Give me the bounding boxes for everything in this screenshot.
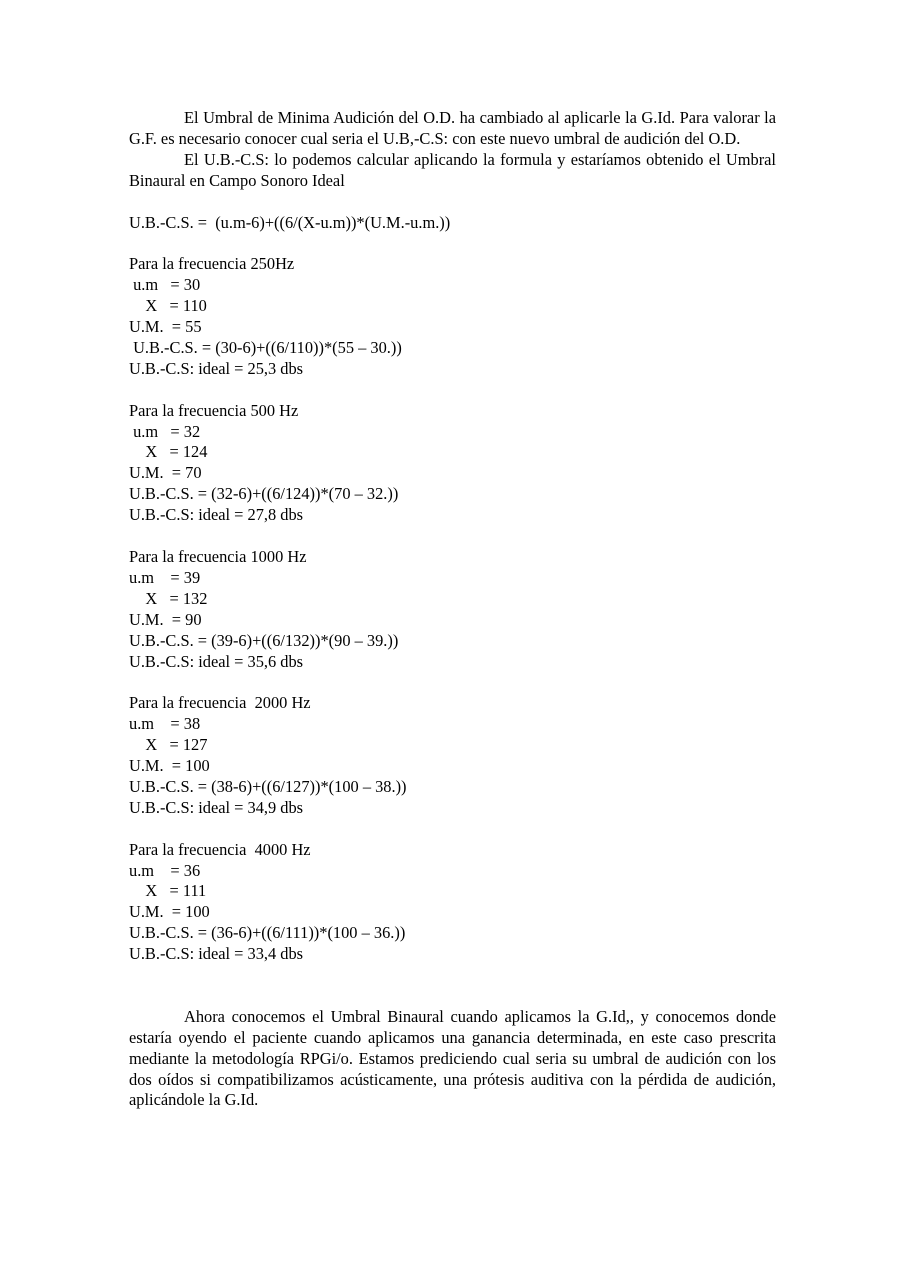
um-value: u.m = 39: [129, 567, 201, 587]
x-value: X = 132: [129, 588, 208, 608]
result-line: U.B.-C.S: ideal = 27,8 dbs: [129, 505, 304, 525]
calculation-line: U.B.-C.S. = (38-6)+((6/127))*(100 – 38.)): [129, 776, 407, 796]
frequency-block-2000: [129, 693, 776, 818]
frequency-title: Para la frecuencia 250Hz: [129, 254, 295, 274]
calculation-line: U.B.-C.S. = (32-6)+((6/124))*(70 – 32.)): [129, 484, 399, 504]
intro-paragraph-2: El U.B.-C.S: lo podemos calcular aplicando la formula y estaríamos obtenido el Umbral Binaural en Campo Sonoro Ideal: [129, 149, 776, 190]
result-line: U.B.-C.S: ideal = 35,6 dbs: [129, 651, 304, 671]
um-value: u.m = 36: [129, 860, 201, 880]
x-value: X = 110: [129, 296, 207, 316]
x-value: X = 127: [129, 735, 208, 755]
UM-value: U.M. = 55: [129, 317, 202, 337]
spacer: [129, 380, 776, 401]
document-page: [129, 108, 776, 1111]
UM-value: U.M. = 70: [129, 463, 202, 483]
spacer: [129, 526, 776, 547]
frequency-block-500: [129, 401, 776, 526]
frequency-title: Para la frecuencia 4000 Hz: [129, 839, 311, 859]
frequency-title: Para la frecuencia 1000 Hz: [129, 546, 307, 566]
um-value: u.m = 38: [129, 714, 201, 734]
frequency-block-4000: [129, 840, 776, 965]
x-value: X = 111: [129, 881, 207, 901]
spacer: [129, 965, 776, 1007]
result-line: U.B.-C.S: ideal = 33,4 dbs: [129, 944, 304, 964]
frequency-block-250: [129, 254, 776, 379]
calculation-line: U.B.-C.S. = (30-6)+((6/110))*(55 – 30.)): [129, 337, 402, 357]
UM-value: U.M. = 100: [129, 902, 210, 922]
result-line: U.B.-C.S: ideal = 34,9 dbs: [129, 797, 304, 817]
x-value: X = 124: [129, 442, 208, 462]
um-value: u.m = 30: [129, 275, 201, 295]
spacer: [129, 672, 776, 693]
spacer: [129, 192, 776, 213]
calculation-line: U.B.-C.S. = (36-6)+((6/111))*(100 – 36.)): [129, 923, 406, 943]
UM-value: U.M. = 90: [129, 609, 202, 629]
UM-value: U.M. = 100: [129, 756, 210, 776]
spacer: [129, 233, 776, 254]
intro-paragraph-1: El Umbral de Minima Audición del O.D. ha cambiado al aplicarle la G.Id. Para valorar la G.F. es necesario conocer cual seria el U.B,-C.S: con este nuevo umbral de audición del O.D.: [129, 108, 776, 148]
result-line: U.B.-C.S: ideal = 25,3 dbs: [129, 358, 304, 378]
calculation-line: U.B.-C.S. = (39-6)+((6/132))*(90 – 39.)): [129, 630, 399, 650]
conclusion-paragraph: Ahora conocemos el Umbral Binaural cuando aplicamos la G.Id,, y conocemos donde estaría oyendo el paciente cuando aplicamos una ganancia determinada, en este caso prescrita mediante la metodología RPGi/o. Estamos prediciendo cual seria su umbral de audición con los dos oídos si compatibilizamos acústicamente, una prótesis auditiva con la pérdida de audición, aplicándole la G.Id.: [129, 1006, 776, 1110]
frequency-block-1000: [129, 547, 776, 672]
spacer: [129, 819, 776, 840]
um-value: u.m = 32: [129, 421, 201, 441]
formula-line: U.B.-C.S. = (u.m-6)+((6/(X-u.m))*(U.M.-u.m.)): [129, 212, 451, 232]
frequency-title: Para la frecuencia 500 Hz: [129, 400, 299, 420]
frequency-title: Para la frecuencia 2000 Hz: [129, 693, 311, 713]
